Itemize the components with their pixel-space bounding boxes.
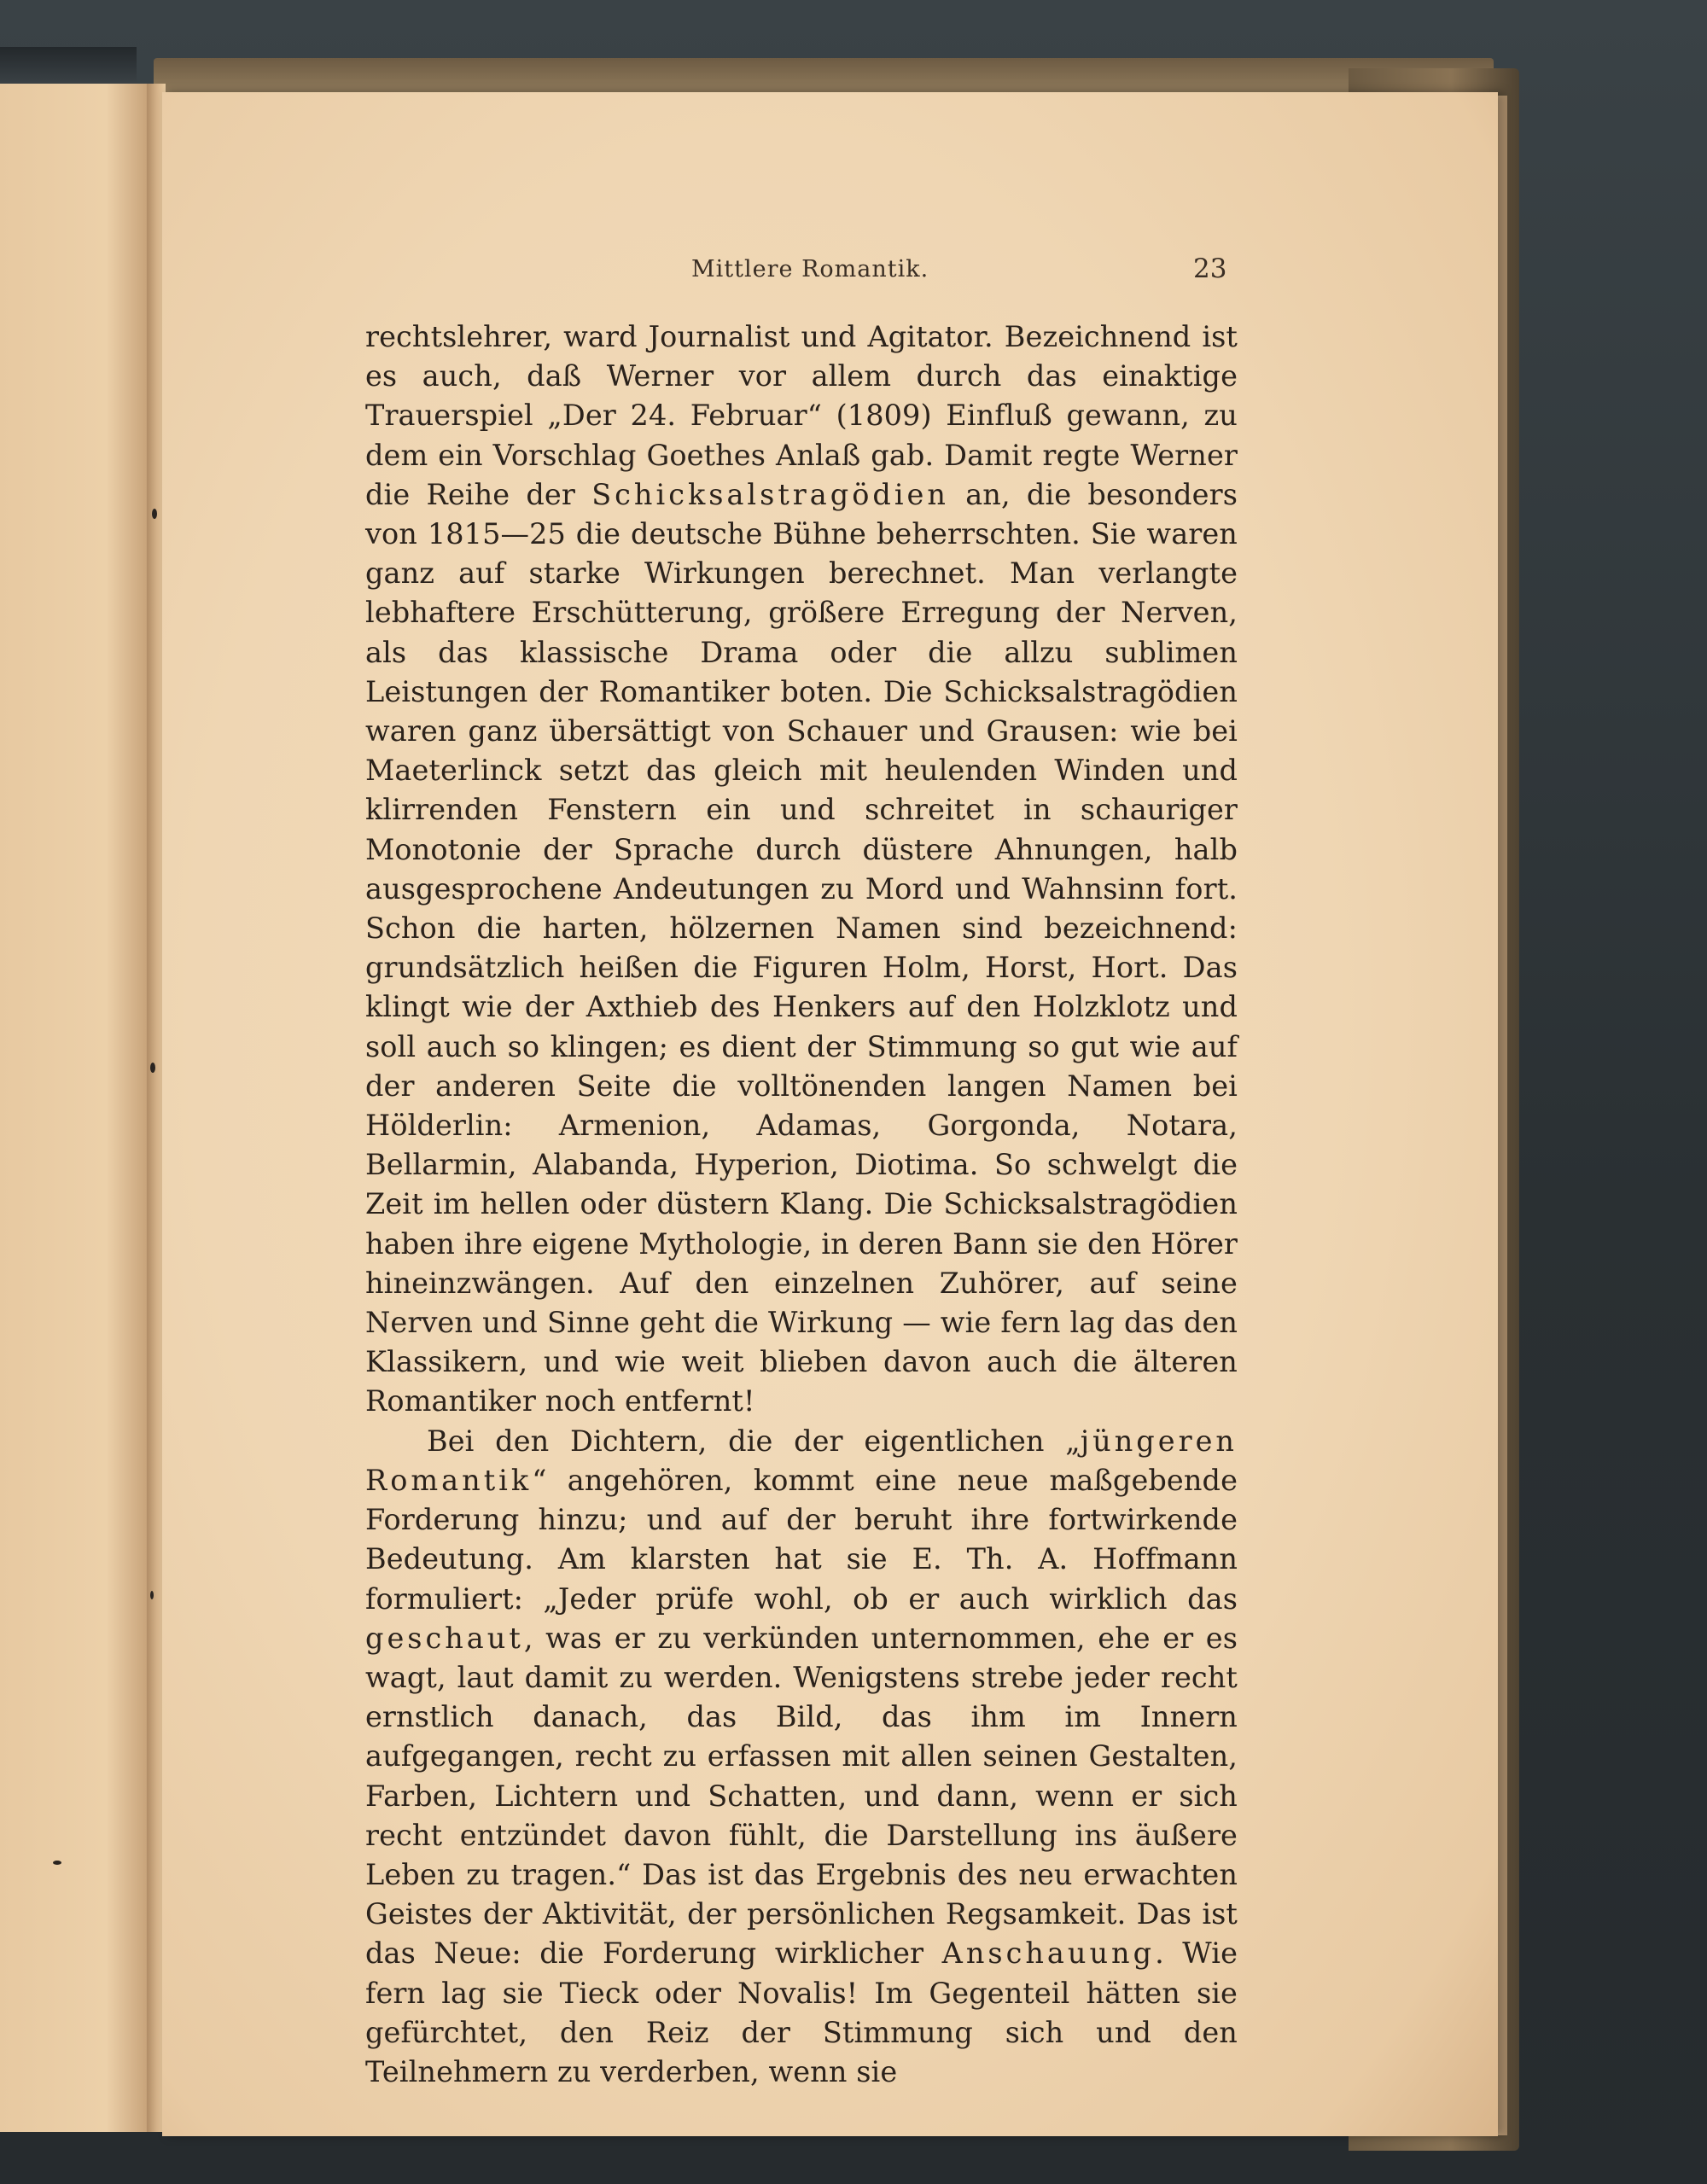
paragraph [365,317,1238,1422]
left-cover-strip [0,47,137,88]
margin-mark [150,1591,154,1599]
spaced-emphasis-text: Schicksalstragödien [591,477,949,511]
body-text [365,317,1238,2092]
page-number: 23 [1193,253,1227,284]
paragraph-text: Bei den Dichtern, die der eigentlichen „ [427,1424,1081,1458]
paragraph-text: an, die besonders von 1815—25 die deutsche Bühne beherrschten. Sie waren ganz auf starke Wirkungen berechnet. Man verlangte lebhaftere Erschütterung, größere Erregung der Nerven, als das klassische Drama oder die allzu sublimen Leistungen der Romantiker boten. Die Schicksalstragödien waren ganz übersättigt von Schauer und Grausen: wie bei Maeterlinck setzt das gleich mit heulenden Winden und klirrenden Fenstern ein und schreitet in schauriger Monotonie der Sprache durch düstere Ahnungen, halb ausgesprochene Andeutungen zu Mord und Wahnsinn fort. Schon die harten, hölzernen Namen sind bezeichnend: grundsätzlich heißen die Figuren Holm, Horst, Hort. Das klingt wie der Axthieb des Henkers auf den Holzklotz und soll auch so klingen; es dient der Stimmung so gut wie auf der anderen Seite die volltönenden langen Namen bei Hölderlin: Armenion, Adamas, Gorgonda, Notara, Bellarmin, Alabanda, Hyperion, Diotima. So schwelgt die Zeit im hellen oder düstern Klang. Die Schicksalstragödien haben ihre eigene Mythologie, in deren Bann sie den Hörer hineinzwängen. Auf den einzelnen Zuhörer, auf seine Nerven und Sinne geht die Wirkung — wie fern lag das den Klassikern, und wie weit blieben davon auch die älteren Romantiker noch entfernt! [365,477,1238,1418]
spaced-emphasis-text: geschaut [365,1621,524,1655]
book-cover-top-edge [154,58,1494,92]
paragraph-text: rechtslehrer, ward Journalist und Agitator. Bezeichnend ist es auch, daß Werner vor allem durch das einaktige Trauerspiel „Der 24. Februar“ (1809) Einfluß gewann, zu dem ein Vorschlag Goethes Anlaß gab. Damit regte Werner die Reihe der [365,320,1238,511]
running-head: Mittlere Romantik. [691,256,929,282]
paragraph [365,1422,1238,2092]
paragraph-text: “ angehören, kommt eine neue maßgebende Forderung hinzu; und auf der beruht ihre fortwirkende Bedeutung. Am klarsten hat sie E. Th. A. Hoffmann formuliert: „Jeder prüfe wohl, ob er auch wirklich das [365,1463,1238,1616]
paragraph-text: . Wie fern lag sie Tieck oder Novalis! Im Gegenteil hätten sie gefürchtet, den Reiz der Stimmung sich und den Teilnehmern zu verderben, wenn sie [365,1936,1238,2088]
margin-mark [152,509,157,519]
margin-mark [150,1063,155,1073]
paragraph-text: , was er zu verkünden unternommen, ehe er es wagt, laut damit zu werden. Wenigstens strebe jeder recht ernstlich danach, das Bild, das ihm im Innern aufgegangen, recht zu erfassen mit allen seinen Gestalten, Farben, Lichtern und Schatten, und dann, wenn er sich recht entzündet davon fühlt, die Darstellung ins äußere Leben zu tragen.“ Das ist das Ergebnis des neu erwachten Geistes der Aktivität, der persönlichen Regsamkeit. Das ist das Neue: die Forderung wirklicher [365,1621,1238,1971]
left-page [0,84,152,2132]
spaced-emphasis-text: Anschauung [941,1936,1156,1971]
margin-mark [53,1861,61,1865]
spaced-emphasis-text: jüngeren Romantik [365,1424,1238,1497]
